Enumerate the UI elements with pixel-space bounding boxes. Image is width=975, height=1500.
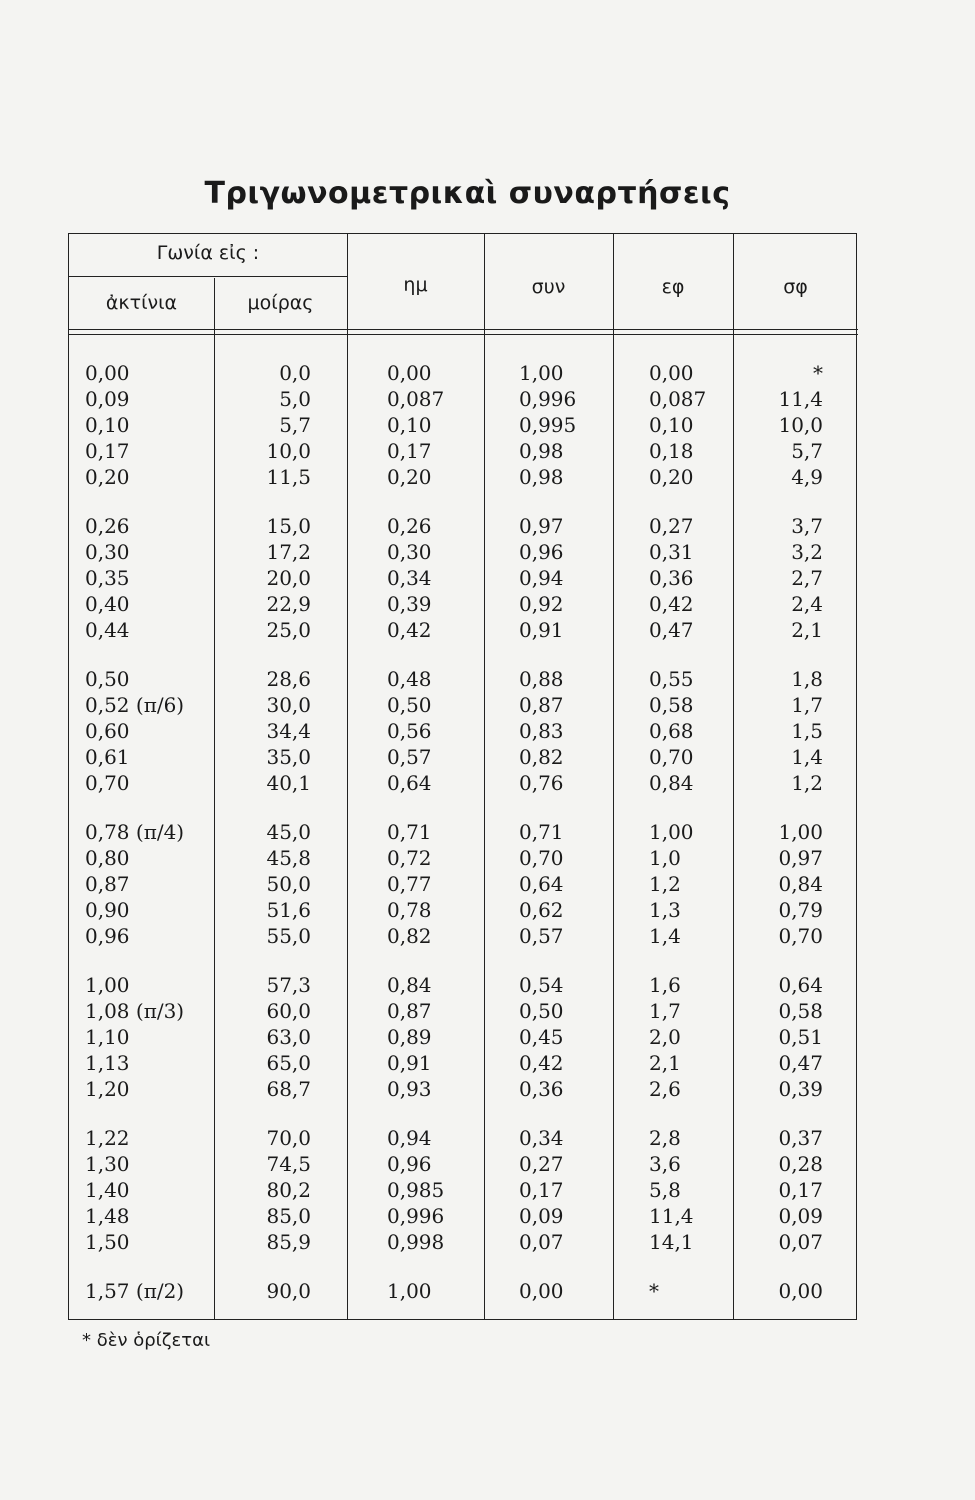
- cos-cell: 0,57: [519, 924, 564, 948]
- radians-cell: 0,61: [85, 745, 130, 769]
- table-row: [69, 667, 858, 693]
- radians-cell: 0,40: [85, 592, 130, 616]
- degrees-cell: 0,0: [279, 361, 311, 385]
- sin-cell: 1,00: [387, 1279, 432, 1303]
- cot-cell: 0,97: [778, 846, 823, 870]
- sin-cell: 0,30: [387, 540, 432, 564]
- cos-cell: 0,995: [519, 413, 577, 437]
- cot-cell: 0,47: [778, 1051, 823, 1075]
- table-row: [69, 387, 858, 413]
- tan-cell: 0,47: [649, 618, 694, 642]
- degrees-cell: 15,0: [266, 514, 311, 538]
- cot-cell: 1,8: [791, 667, 823, 691]
- sin-cell: 0,71: [387, 820, 432, 844]
- sin-cell: 0,00: [387, 361, 432, 385]
- sin-cell: 0,20: [387, 465, 432, 489]
- tan-cell: 1,4: [649, 924, 681, 948]
- table-row: [69, 872, 858, 898]
- radians-cell: 0,52 (π/6): [85, 693, 185, 717]
- sin-cell: 0,34: [387, 566, 432, 590]
- tan-cell: 1,0: [649, 846, 681, 870]
- sin-cell: 0,998: [387, 1230, 445, 1254]
- cot-cell: 1,4: [791, 745, 823, 769]
- cos-cell: 0,09: [519, 1204, 564, 1228]
- degrees-cell: 60,0: [266, 999, 311, 1023]
- table-row: [69, 1178, 858, 1204]
- table-row: [69, 618, 858, 644]
- radians-cell: 0,26: [85, 514, 130, 538]
- tan-cell: 11,4: [649, 1204, 694, 1228]
- page-title: Τριγωνομετρικαὶ συναρτήσεις: [204, 176, 731, 211]
- cos-cell: 0,94: [519, 566, 564, 590]
- sin-cell: 0,10: [387, 413, 432, 437]
- table-row: [69, 1051, 858, 1077]
- radians-cell: 0,90: [85, 898, 130, 922]
- cot-cell: 1,5: [791, 719, 823, 743]
- sin-cell: 0,87: [387, 999, 432, 1023]
- cos-cell: 0,36: [519, 1077, 564, 1101]
- cot-cell: 0,37: [778, 1126, 823, 1150]
- radians-cell: 0,80: [85, 846, 130, 870]
- degrees-cell: 63,0: [266, 1025, 311, 1049]
- cot-cell: 1,7: [791, 693, 823, 717]
- table-row: [69, 898, 858, 924]
- cos-cell: 0,82: [519, 745, 564, 769]
- degrees-cell: 68,7: [266, 1077, 311, 1101]
- cos-cell: 0,70: [519, 846, 564, 870]
- cot-cell: 0,28: [778, 1152, 823, 1176]
- cot-header: σφ: [783, 276, 808, 298]
- sin-cell: 0,94: [387, 1126, 432, 1150]
- sin-cell: 0,50: [387, 693, 432, 717]
- radians-cell: 1,08 (π/3): [85, 999, 185, 1023]
- header-rule: [69, 334, 858, 335]
- degrees-cell: 85,9: [266, 1230, 311, 1254]
- sin-cell: 0,96: [387, 1152, 432, 1176]
- angle-group-header: Γωνία εἰς :: [156, 242, 260, 264]
- degrees-cell: 34,4: [266, 719, 311, 743]
- tan-cell: 0,27: [649, 514, 694, 538]
- radians-cell: 1,10: [85, 1025, 130, 1049]
- table-row: [69, 439, 858, 465]
- cos-cell: 0,07: [519, 1230, 564, 1254]
- cot-cell: 0,64: [778, 973, 823, 997]
- degrees-cell: 57,3: [266, 973, 311, 997]
- sin-cell: 0,087: [387, 387, 445, 411]
- degrees-cell: 45,0: [266, 820, 311, 844]
- cot-cell: 0,39: [778, 1077, 823, 1101]
- radians-cell: 0,50: [85, 667, 130, 691]
- radians-header: ἀκτίνια: [105, 292, 178, 314]
- cos-cell: 0,83: [519, 719, 564, 743]
- degrees-cell: 74,5: [266, 1152, 311, 1176]
- table-row: [69, 540, 858, 566]
- cos-cell: 0,71: [519, 820, 564, 844]
- degrees-cell: 5,0: [279, 387, 311, 411]
- table-row: [69, 514, 858, 540]
- degrees-cell: 40,1: [266, 771, 311, 795]
- cos-cell: 0,42: [519, 1051, 564, 1075]
- cot-cell: 3,7: [791, 514, 823, 538]
- sin-header: ημ: [403, 274, 428, 296]
- sin-cell: 0,26: [387, 514, 432, 538]
- cot-cell: *: [813, 361, 823, 385]
- tan-cell: 3,6: [649, 1152, 681, 1176]
- trig-table: [68, 233, 857, 1320]
- cot-cell: 4,9: [791, 465, 823, 489]
- radians-cell: 0,78 (π/4): [85, 820, 185, 844]
- cos-header: συν: [531, 276, 566, 298]
- cos-cell: 0,92: [519, 592, 564, 616]
- radians-cell: 1,13: [85, 1051, 130, 1075]
- radians-cell: 0,30: [85, 540, 130, 564]
- sin-cell: 0,17: [387, 439, 432, 463]
- cos-cell: 0,45: [519, 1025, 564, 1049]
- table-row: [69, 1230, 858, 1256]
- cos-cell: 0,996: [519, 387, 577, 411]
- sin-cell: 0,93: [387, 1077, 432, 1101]
- cot-cell: 0,51: [778, 1025, 823, 1049]
- radians-cell: 1,00: [85, 973, 130, 997]
- cot-cell: 0,17: [778, 1178, 823, 1202]
- radians-cell: 1,30: [85, 1152, 130, 1176]
- sin-cell: 0,77: [387, 872, 432, 896]
- header-rule: [69, 276, 347, 277]
- cot-cell: 0,79: [778, 898, 823, 922]
- degrees-cell: 70,0: [266, 1126, 311, 1150]
- cot-cell: 11,4: [778, 387, 823, 411]
- table-row: [69, 924, 858, 950]
- tan-cell: 1,7: [649, 999, 681, 1023]
- radians-cell: 1,40: [85, 1178, 130, 1202]
- degrees-cell: 45,8: [266, 846, 311, 870]
- radians-cell: 1,57 (π/2): [85, 1279, 185, 1303]
- cos-cell: 0,62: [519, 898, 564, 922]
- cot-cell: 10,0: [778, 413, 823, 437]
- table-row: [69, 1126, 858, 1152]
- tan-cell: 0,10: [649, 413, 694, 437]
- radians-cell: 0,09: [85, 387, 130, 411]
- degrees-cell: 10,0: [266, 439, 311, 463]
- degrees-cell: 5,7: [279, 413, 311, 437]
- cot-cell: 0,07: [778, 1230, 823, 1254]
- tan-cell: 0,20: [649, 465, 694, 489]
- degrees-cell: 50,0: [266, 872, 311, 896]
- cot-cell: 2,1: [791, 618, 823, 642]
- sin-cell: 0,78: [387, 898, 432, 922]
- radians-cell: 0,00: [85, 361, 130, 385]
- sin-cell: 0,91: [387, 1051, 432, 1075]
- cot-cell: 5,7: [791, 439, 823, 463]
- table-row: [69, 693, 858, 719]
- sin-cell: 0,996: [387, 1204, 445, 1228]
- degrees-cell: 17,2: [266, 540, 311, 564]
- cos-cell: 0,50: [519, 999, 564, 1023]
- cos-cell: 0,54: [519, 973, 564, 997]
- tan-cell: 2,6: [649, 1077, 681, 1101]
- radians-cell: 1,50: [85, 1230, 130, 1254]
- radians-cell: 0,20: [85, 465, 130, 489]
- tan-cell: 0,58: [649, 693, 694, 717]
- cot-cell: 0,70: [778, 924, 823, 948]
- table-row: [69, 820, 858, 846]
- tan-cell: 0,18: [649, 439, 694, 463]
- cos-cell: 0,96: [519, 540, 564, 564]
- cot-cell: 2,4: [791, 592, 823, 616]
- cos-cell: 0,88: [519, 667, 564, 691]
- sin-cell: 0,72: [387, 846, 432, 870]
- table-row: [69, 1279, 858, 1305]
- cot-cell: 0,58: [778, 999, 823, 1023]
- table-row: [69, 999, 858, 1025]
- radians-cell: 0,60: [85, 719, 130, 743]
- radians-cell: 0,44: [85, 618, 130, 642]
- radians-cell: 0,10: [85, 413, 130, 437]
- degrees-cell: 35,0: [266, 745, 311, 769]
- cos-cell: 0,27: [519, 1152, 564, 1176]
- table-row: [69, 413, 858, 439]
- table-row: [69, 846, 858, 872]
- table-row: [69, 973, 858, 999]
- tan-cell: 5,8: [649, 1178, 681, 1202]
- tan-cell: *: [649, 1279, 659, 1303]
- cot-cell: 0,09: [778, 1204, 823, 1228]
- cot-cell: 1,00: [778, 820, 823, 844]
- sin-cell: 0,42: [387, 618, 432, 642]
- sin-cell: 0,64: [387, 771, 432, 795]
- table-row: [69, 1077, 858, 1103]
- cos-cell: 0,00: [519, 1279, 564, 1303]
- tan-cell: 1,6: [649, 973, 681, 997]
- cot-cell: 0,84: [778, 872, 823, 896]
- cot-cell: 3,2: [791, 540, 823, 564]
- tan-cell: 2,1: [649, 1051, 681, 1075]
- degrees-cell: 85,0: [266, 1204, 311, 1228]
- table-row: [69, 1152, 858, 1178]
- sin-cell: 0,89: [387, 1025, 432, 1049]
- tan-cell: 0,087: [649, 387, 707, 411]
- degrees-cell: 22,9: [266, 592, 311, 616]
- degrees-cell: 51,6: [266, 898, 311, 922]
- degrees-cell: 25,0: [266, 618, 311, 642]
- degrees-cell: 30,0: [266, 693, 311, 717]
- cos-cell: 0,97: [519, 514, 564, 538]
- tan-cell: 14,1: [649, 1230, 694, 1254]
- tan-cell: 2,8: [649, 1126, 681, 1150]
- table-row: [69, 1204, 858, 1230]
- tan-cell: 1,2: [649, 872, 681, 896]
- degrees-cell: 90,0: [266, 1279, 311, 1303]
- degrees-header: μοίρας: [247, 292, 314, 314]
- sin-cell: 0,57: [387, 745, 432, 769]
- tan-cell: 0,70: [649, 745, 694, 769]
- radians-cell: 0,87: [85, 872, 130, 896]
- cos-cell: 0,98: [519, 465, 564, 489]
- tan-cell: 1,00: [649, 820, 694, 844]
- cot-cell: 2,7: [791, 566, 823, 590]
- sin-cell: 0,84: [387, 973, 432, 997]
- cos-cell: 0,64: [519, 872, 564, 896]
- tan-cell: 0,36: [649, 566, 694, 590]
- cos-cell: 0,87: [519, 693, 564, 717]
- degrees-cell: 11,5: [266, 465, 311, 489]
- tan-cell: 0,84: [649, 771, 694, 795]
- cot-cell: 0,00: [778, 1279, 823, 1303]
- cos-cell: 0,98: [519, 439, 564, 463]
- degrees-cell: 28,6: [266, 667, 311, 691]
- table-row: [69, 771, 858, 797]
- table-row: [69, 592, 858, 618]
- sin-cell: 0,39: [387, 592, 432, 616]
- sin-cell: 0,82: [387, 924, 432, 948]
- tan-header: εφ: [661, 276, 685, 298]
- sin-cell: 0,48: [387, 667, 432, 691]
- radians-cell: 0,17: [85, 439, 130, 463]
- tan-cell: 2,0: [649, 1025, 681, 1049]
- degrees-cell: 65,0: [266, 1051, 311, 1075]
- cos-cell: 0,76: [519, 771, 564, 795]
- degrees-cell: 55,0: [266, 924, 311, 948]
- footnote: * δὲν ὁρίζεται: [82, 1330, 211, 1351]
- tan-cell: 0,31: [649, 540, 694, 564]
- radians-cell: 0,70: [85, 771, 130, 795]
- cos-cell: 0,34: [519, 1126, 564, 1150]
- tan-cell: 0,00: [649, 361, 694, 385]
- table-row: [69, 566, 858, 592]
- table-row: [69, 745, 858, 771]
- cos-cell: 0,91: [519, 618, 564, 642]
- tan-cell: 0,55: [649, 667, 694, 691]
- tan-cell: 0,42: [649, 592, 694, 616]
- radians-cell: 0,35: [85, 566, 130, 590]
- header-rule: [69, 329, 858, 330]
- degrees-cell: 20,0: [266, 566, 311, 590]
- radians-cell: 1,48: [85, 1204, 130, 1228]
- radians-cell: 0,96: [85, 924, 130, 948]
- cos-cell: 0,17: [519, 1178, 564, 1202]
- table-row: [69, 719, 858, 745]
- radians-cell: 1,22: [85, 1126, 130, 1150]
- degrees-cell: 80,2: [266, 1178, 311, 1202]
- table-row: [69, 465, 858, 491]
- table-row: [69, 361, 858, 387]
- cot-cell: 1,2: [791, 771, 823, 795]
- tan-cell: 0,68: [649, 719, 694, 743]
- sin-cell: 0,985: [387, 1178, 445, 1202]
- table-row: [69, 1025, 858, 1051]
- sin-cell: 0,56: [387, 719, 432, 743]
- cos-cell: 1,00: [519, 361, 564, 385]
- radians-cell: 1,20: [85, 1077, 130, 1101]
- tan-cell: 1,3: [649, 898, 681, 922]
